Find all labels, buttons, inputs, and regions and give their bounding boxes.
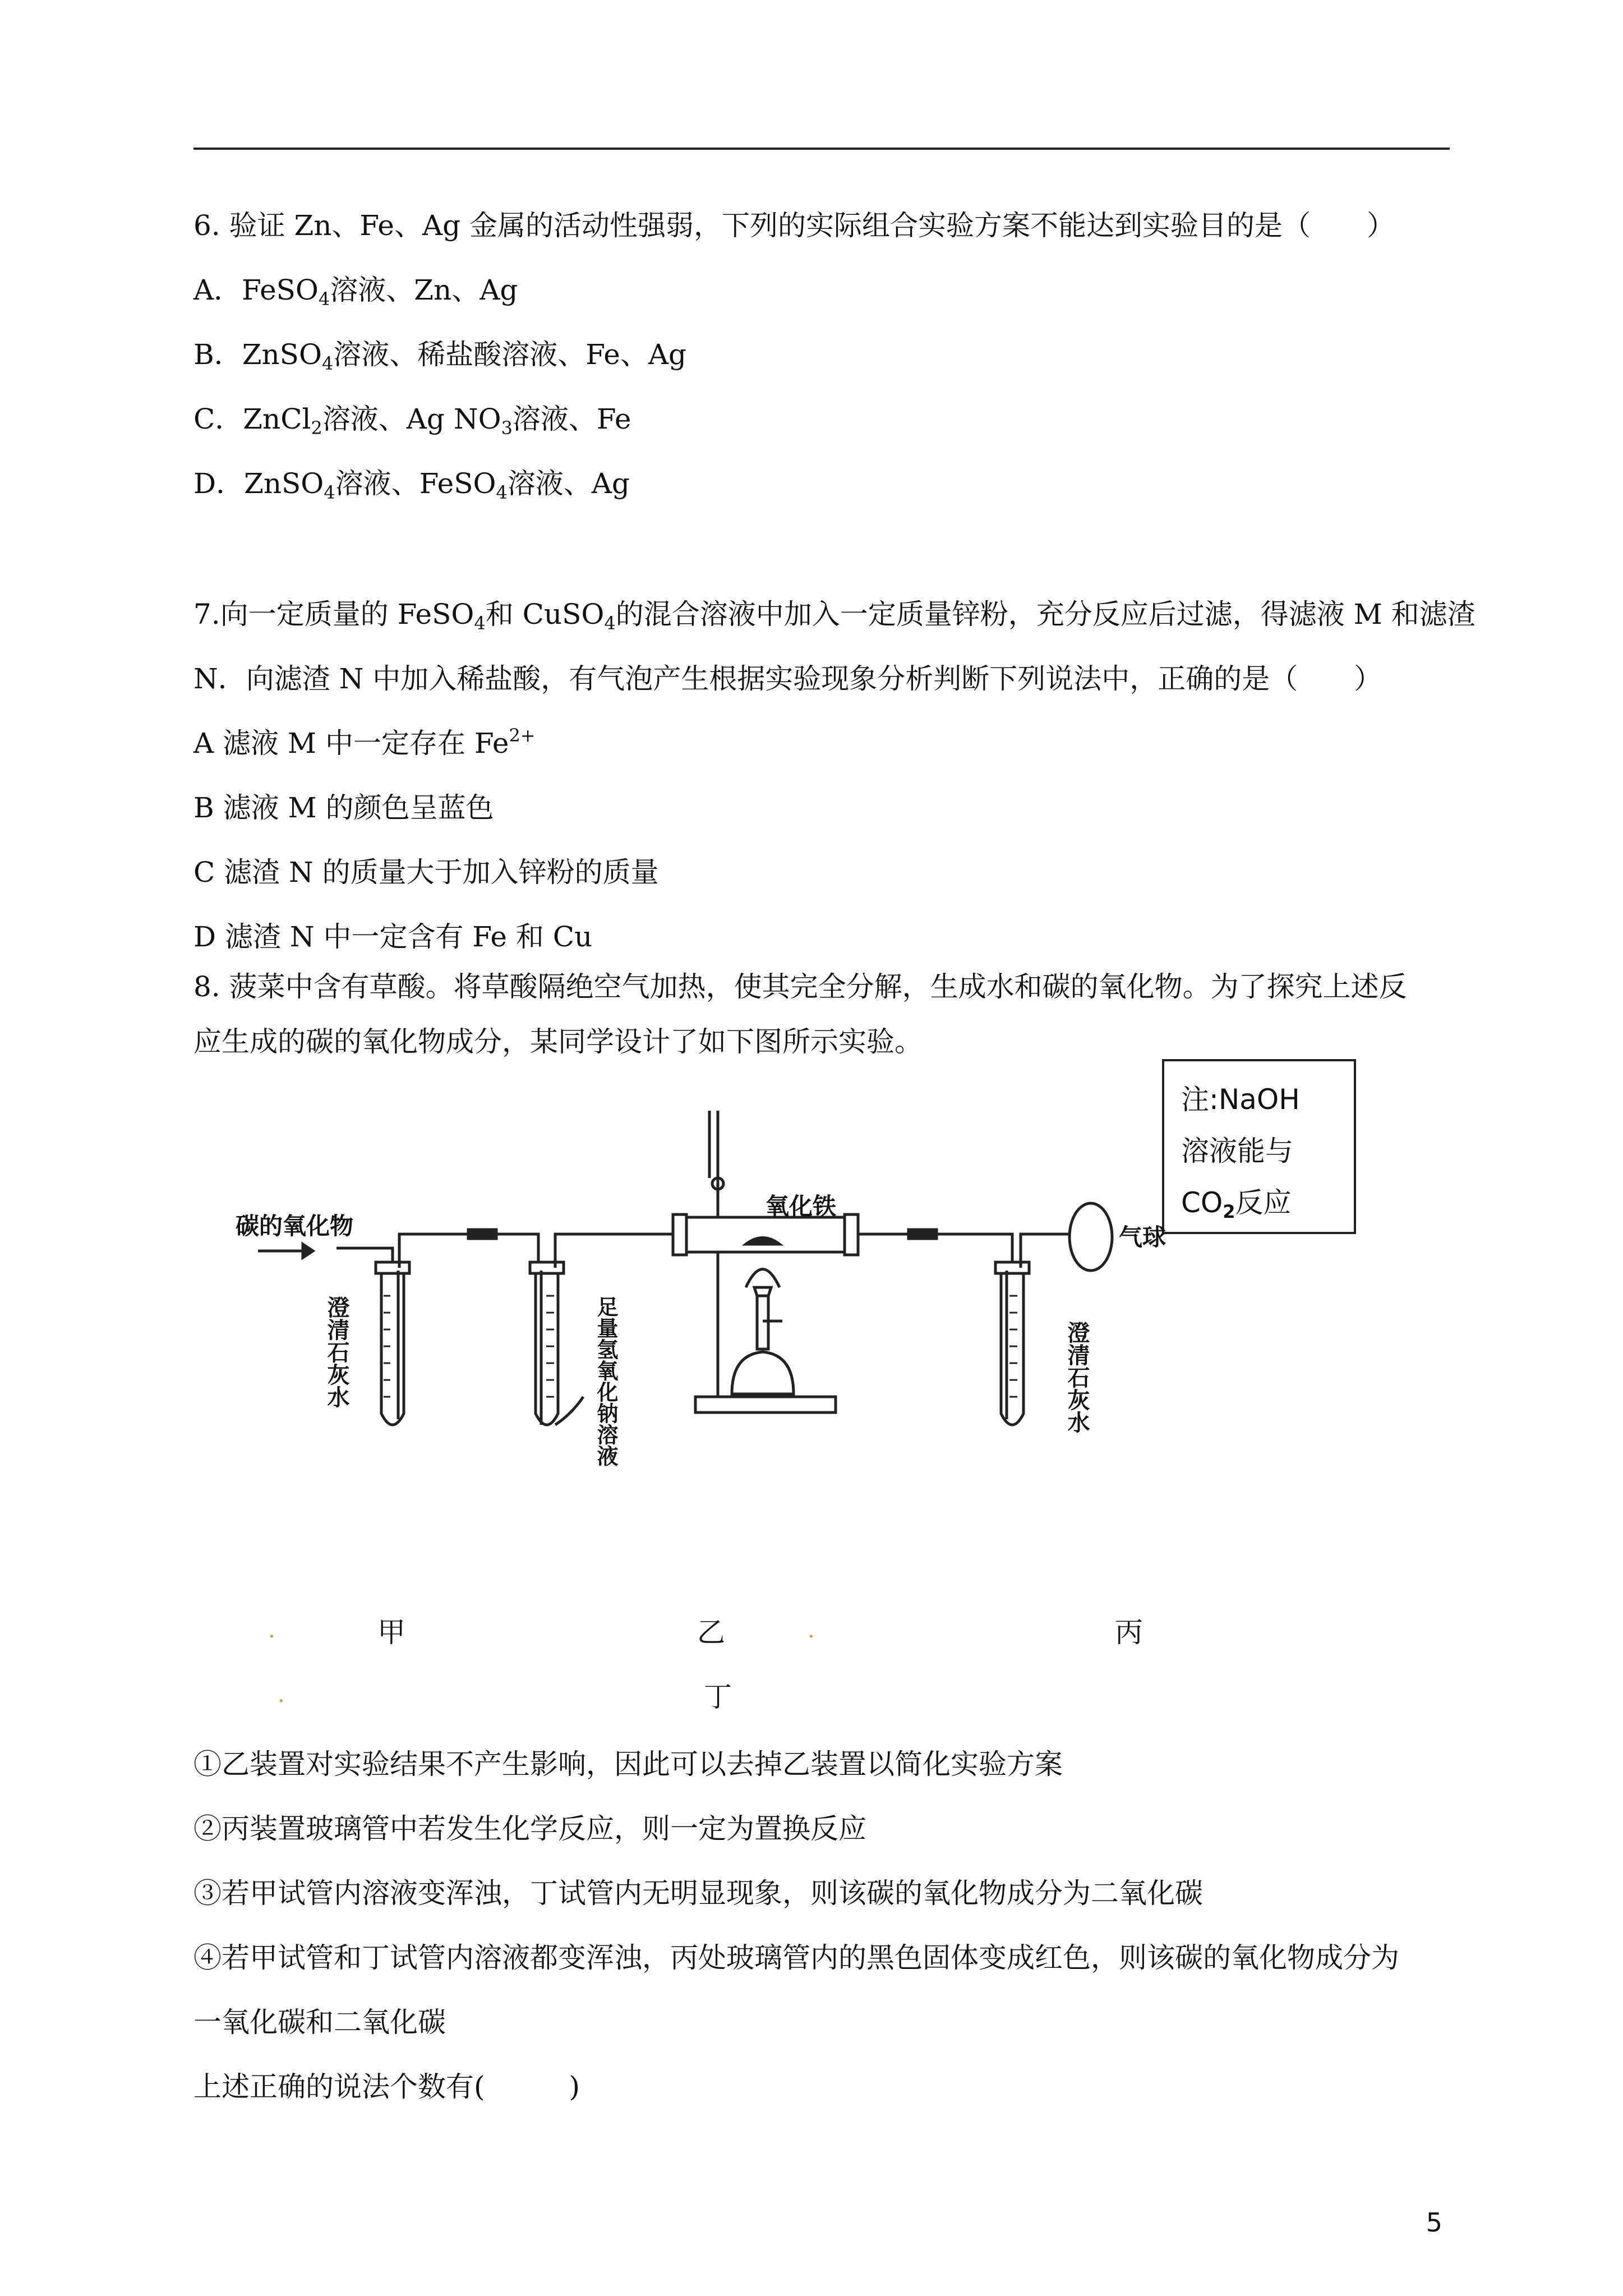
label-limewater-2: 澄清石灰水 bbox=[1064, 1321, 1090, 1433]
q7-option-d: D 滤渣 N 中一定含有 Fe 和 Cu bbox=[193, 921, 593, 953]
label-limewater-1: 澄清石灰水 bbox=[324, 1296, 349, 1408]
q6-option-a: A．FeSO$_4$溶液、Zn、Ag bbox=[193, 274, 518, 310]
q8-statement-4b: 一氧化碳和二氧化碳 bbox=[193, 2006, 446, 2039]
q8-statement-4a: ④若甲试管和丁试管内溶液都变浑浊，丙处玻璃管内的黑色固体变成红色，则该碳的氧化物成分为 bbox=[193, 1941, 1399, 1974]
q7-option-b: B 滤液 M 的颜色呈蓝色 bbox=[193, 792, 494, 824]
q7-stem-line1: 7.向一定质量的 FeSO$_4$和 CuSO$_4$的混合溶液中加入一定质量锌粉，充分反应后过滤，得滤液 M 和滤渣 bbox=[193, 598, 1476, 634]
q8-stem-line1: 8. 菠菜中含有草酸。将草酸隔绝空气加热，使其完全分解，生成水和碳的氧化物。为了探究上述反 bbox=[193, 970, 1407, 1003]
note-line1: 注:NaOH bbox=[1181, 1083, 1300, 1116]
q7-option-c: C 滤渣 N 的质量大于加入锌粉的质量 bbox=[193, 856, 659, 889]
q8-statement-1: ①乙装置对实验结果不产生影响，因此可以去掉乙装置以简化实验方案 bbox=[193, 1748, 1063, 1780]
apparatus-diagram bbox=[224, 1099, 1166, 1470]
q6-option-b: B．ZnSO$_4$溶液、稀盐酸溶液、Fe、Ag bbox=[193, 338, 686, 374]
page-number: 5 bbox=[1426, 2207, 1442, 2238]
q8-stem-line2: 应生成的碳的氧化物成分，某同学设计了如下图所示实验。 bbox=[193, 1025, 923, 1058]
q6-option-d: D．ZnSO$_4$溶液、FeSO$_4$溶液、Ag bbox=[193, 467, 630, 503]
label-yi: 乙 bbox=[697, 1616, 725, 1649]
note-box bbox=[1162, 1059, 1356, 1234]
stray-mark: · bbox=[808, 1624, 815, 1650]
label-naoh-solution: 足量氢氧化钠溶液 bbox=[593, 1296, 618, 1466]
label-balloon: 气球 bbox=[1119, 1223, 1166, 1251]
q7-stem-line2: N．向滤渣 N 中加入稀盐酸，有气泡产生根据实验现象分析判断下列说法中，正确的是（ ） bbox=[193, 662, 1382, 695]
q6-stem: 6. 验证 Zn、Fe、Ag 金属的活动性强弱，下列的实际组合实验方案不能达到实验目的是（ ） bbox=[193, 209, 1395, 242]
q8-question: 上述正确的说法个数有( ) bbox=[193, 2070, 580, 2103]
label-carbon-oxide: 碳的氧化物 bbox=[236, 1212, 354, 1240]
q8-statement-2: ②丙装置玻璃管中若发生化学反应，则一定为置换反应 bbox=[193, 1812, 866, 1845]
stray-mark: · bbox=[268, 1624, 275, 1650]
q8-statement-3: ③若甲试管内溶液变浑浊，丁试管内无明显现象，则该碳的氧化物成分为二氧化碳 bbox=[193, 1877, 1203, 1910]
stray-mark: · bbox=[278, 1688, 285, 1714]
q6-option-c: C．ZnCl$_2$溶液、Ag $NO_3$溶液、Fe bbox=[193, 403, 631, 439]
q7-option-a: A 滤液 M 中一定存在 $Fe^{2+}$ bbox=[193, 725, 536, 760]
label-jia: 甲 bbox=[377, 1616, 405, 1649]
note-line3: $CO_2$反应 bbox=[1181, 1186, 1292, 1222]
label-ding: 丁 bbox=[704, 1681, 732, 1713]
header-rule bbox=[193, 148, 1450, 150]
label-iron-oxide: 氧化铁 bbox=[766, 1193, 837, 1220]
note-line2: 溶液能与 bbox=[1181, 1135, 1293, 1167]
label-bing: 丙 bbox=[1115, 1616, 1143, 1649]
